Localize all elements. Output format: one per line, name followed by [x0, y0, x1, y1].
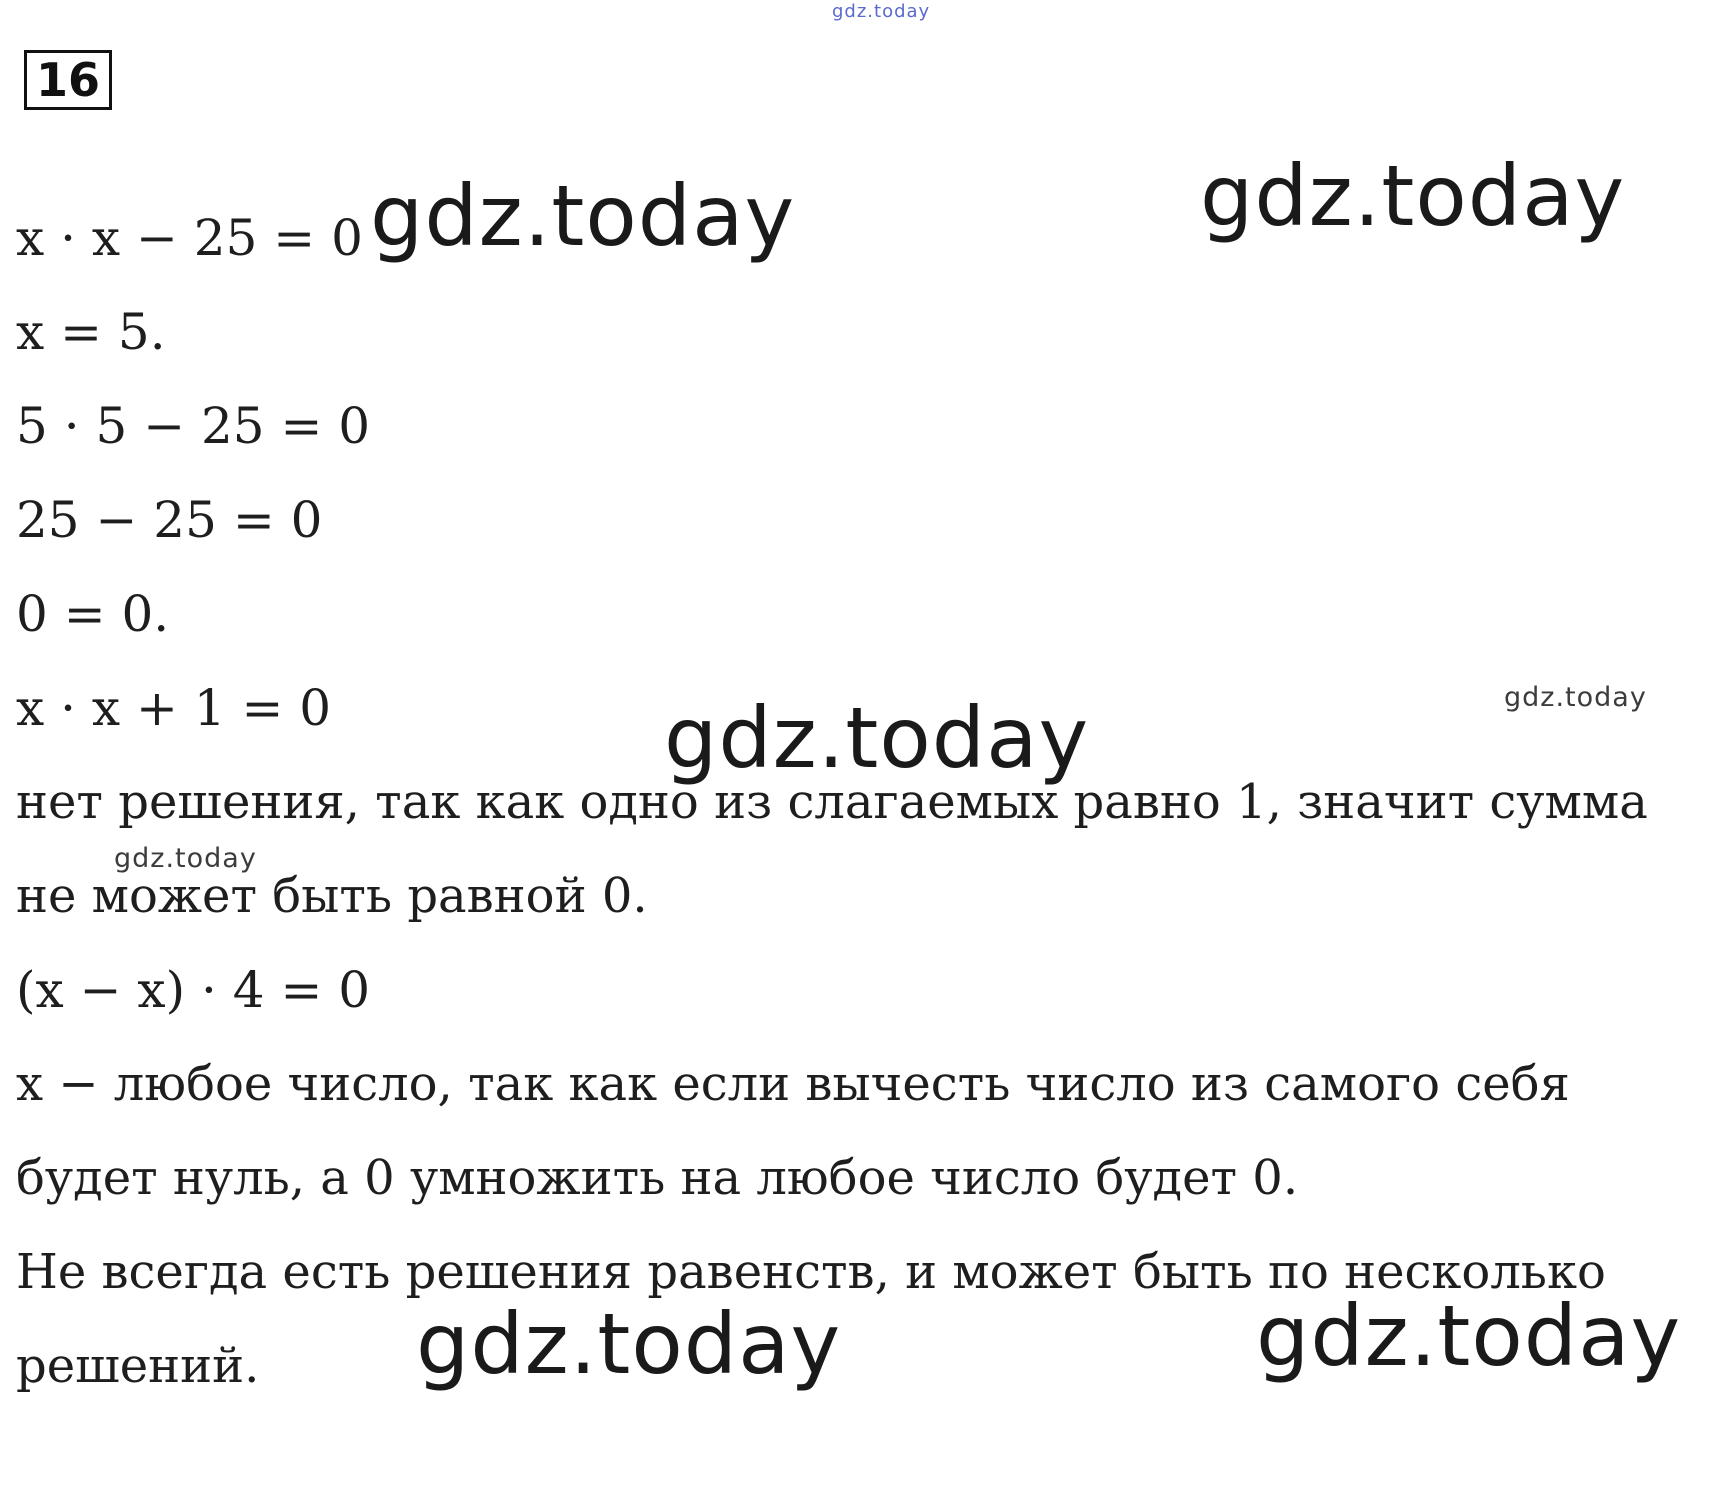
- conclusion-line-1: Не всегда есть решения равенств, и может быть по несколько: [16, 1244, 1606, 1300]
- conclusion-line-2: решений.: [16, 1338, 260, 1394]
- equation-line-5: 0 = 0.: [16, 585, 170, 643]
- watermark-2: gdz.today: [1200, 147, 1626, 245]
- explanation-line-4: будет нуль, а 0 умножить на любое число будет 0.: [16, 1150, 1299, 1206]
- watermark-7: gdz.today: [114, 843, 257, 874]
- watermark-6: gdz.today: [1504, 682, 1647, 713]
- equation-line-2: x = 5.: [16, 303, 166, 361]
- watermark-3: gdz.today: [664, 689, 1090, 787]
- equation-line-6: x · x + 1 = 0: [16, 679, 332, 737]
- watermark-5: gdz.today: [1256, 1287, 1682, 1385]
- watermark-top: gdz.today: [832, 1, 931, 22]
- problem-number-box: 16: [24, 50, 112, 110]
- equation-line-3: 5 · 5 − 25 = 0: [16, 397, 371, 455]
- explanation-line-2: не может быть равной 0.: [16, 868, 648, 924]
- watermark-4: gdz.today: [416, 1295, 842, 1393]
- watermark-1: gdz.today: [370, 167, 796, 265]
- explanation-line-1: нет решения, так как одно из слагаемых равно 1, значит сумма: [16, 774, 1648, 830]
- explanation-line-3: x − любое число, так как если вычесть число из самого себя: [16, 1056, 1570, 1112]
- equation-line-4: 25 − 25 = 0: [16, 491, 323, 549]
- equation-line-7: (x − x) · 4 = 0: [16, 961, 371, 1019]
- equation-line-1: x · x − 25 = 0: [16, 209, 363, 267]
